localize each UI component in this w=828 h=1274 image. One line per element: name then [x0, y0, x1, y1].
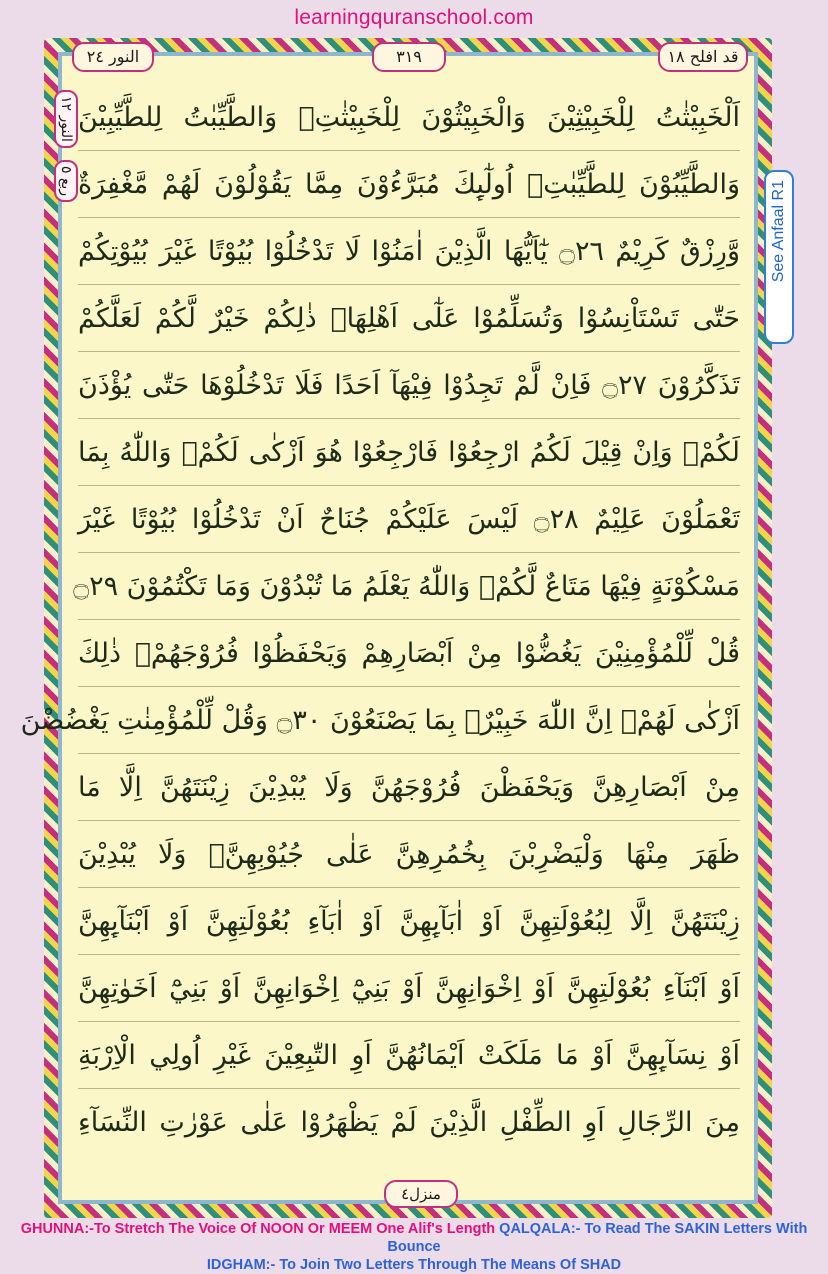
- cross-reference-note: [764, 170, 794, 344]
- ruku-marker: النور ١٢: [54, 90, 78, 148]
- site-url: learningquranschool.com: [294, 6, 534, 29]
- verse-line: مَسْكُوْنَةٍ فِيْهَا مَتَاعٌ لَّكُمْۭ وَاللّٰهُ يَعْلَمُ مَا تُبْدُوْنَ وَمَا تَكْتُمُوْنَ ۝٢٩: [73, 571, 740, 602]
- juz-name-box: قد افلح ١٨: [658, 42, 748, 72]
- verse-line: وَالطَّيِّبُوْنَ لِلطَّيِّبٰتِۚ اُولٰٓىِٕكَ مُبَرَّءُوْنَ مِمَّا يَقُوْلُوْنَ لَهُمْ مَّغْفِرَةٌ: [78, 169, 740, 200]
- verse-line: اَزْكٰى لَهُمْۭ اِنَّ اللّٰهَ خَبِيْرٌۢ بِمَا يَصْنَعُوْنَ ۝٣٠ وَقُلْ لِّلْمُؤْمِنٰتِ يَغْضُضْنَ: [20, 705, 740, 736]
- page-header: [60, 42, 760, 72]
- verse-line: مِنْ اَبْصَارِهِنَّ وَيَحْفَظْنَ فُرُوْجَهُنَّ وَلَا يُبْدِيْنَ زِيْنَتَهُنَّ اِلَّا مَا: [78, 772, 740, 803]
- verse-line: لَكُمْۚ وَاِنْ قِيْلَ لَكُمُ ارْجِعُوْا فَارْجِعُوْا هُوَ اَزْكٰى لَكُمْۭ وَاللّٰهُ بِمَا: [78, 437, 740, 468]
- verse-line: حَتّٰى تَسْتَاْنِسُوْا وَتُسَلِّمُوْا عَلٰٓى اَهْلِهَاۭ ذٰلِكُمْ خَيْرٌ لَّكُمْ لَعَلَّكُمْ: [78, 303, 740, 334]
- page-number-box: ٣١٩: [372, 42, 446, 72]
- left-margin-markers: [54, 90, 76, 214]
- manzil-marker: منزل٤: [384, 1180, 458, 1208]
- quarter-marker: ربع ٥: [54, 160, 78, 202]
- verse-line: اَلْخَبِيْثٰتُ لِلْخَبِيْثِيْنَ وَالْخَبِيْثُوْنَ لِلْخَبِيْثٰتِۚ وَالطَّيِّبٰتُ لِلطَّيِّبِيْنَ: [78, 102, 740, 133]
- verse-line: اَوْ نِسَآىِٕهِنَّ اَوْ مَا مَلَكَتْ اَيْمَانُهُنَّ اَوِ التّٰبِعِيْنَ غَيْرِ اُولِي الْاِرْبَةِ: [78, 1040, 740, 1071]
- verse-line: اَوْ اَبْنَآءِ بُعُوْلَتِهِنَّ اَوْ اِخْوَانِهِنَّ اَوْ بَنِيْٓ اِخْوَانِهِنَّ اَوْ بَنِيْٓ اَخَوٰتِهِنَّ: [78, 973, 740, 1004]
- verse-line: تَذَكَّرُوْنَ ۝٢٧ فَاِنْ لَّمْ تَجِدُوْا فِيْهَآ اَحَدًا فَلَا تَدْخُلُوْهَا حَتّٰى يُؤْذَنَ: [78, 370, 740, 401]
- verse-line: ظَهَرَ مِنْهَا وَلْيَضْرِبْنَ بِخُمُرِهِنَّ عَلٰى جُيُوْبِهِنَّۖ وَلَا يُبْدِيْنَ: [78, 839, 740, 870]
- legend-ghunna: GHUNNA:-To Stretch The Voice Of NOON Or MEEM One Alif's Length: [20, 1221, 496, 1237]
- verse-line: زِيْنَتَهُنَّ اِلَّا لِبُعُوْلَتِهِنَّ اَوْ اٰبَآىِٕهِنَّ اَوْ اٰبَآءِ بُعُوْلَتِهِنَّ اَوْ اَبْنَآىِٕهِنَّ: [78, 906, 740, 937]
- verse-line: قُلْ لِّلْمُؤْمِنِيْنَ يَغُضُّوْا مِنْ اَبْصَارِهِمْ وَيَحْفَظُوْا فُرُوْجَهُمْۭ ذٰلِكَ: [78, 638, 740, 669]
- verse-line: مِنَ الرِّجَالِ اَوِ الطِّفْلِ الَّذِيْنَ لَمْ يَظْهَرُوْا عَلٰى عَوْرٰتِ النِّسَآءِ: [78, 1107, 740, 1138]
- tajweed-legend: [0, 1220, 828, 1274]
- verse-line: تَعْمَلُوْنَ عَلِيْمٌ ۝٢٨ لَيْسَ عَلَيْكُمْ جُنَاحٌ اَنْ تَدْخُلُوْا بُيُوْتًا غَيْرَ: [78, 504, 740, 535]
- legend-qalqala: QALQALA:- To Read The SAKIN Letters With Bounce: [387, 1221, 808, 1255]
- surah-name-box: النور ٢٤: [72, 42, 154, 72]
- legend-idgham: IDGHAM:- To Join Two Letters Through The Means Of SHAD: [206, 1257, 622, 1273]
- cross-reference-text: See Anfaal R1: [770, 180, 787, 283]
- verse-line: وَّرِزْقٌ كَرِيْمٌ ۝٢٦ يٰٓاَيُّهَا الَّذِيْنَ اٰمَنُوْا لَا تَدْخُلُوْا بُيُوْتًا غَيْرَ بُيُوْتِكُمْ: [78, 236, 740, 267]
